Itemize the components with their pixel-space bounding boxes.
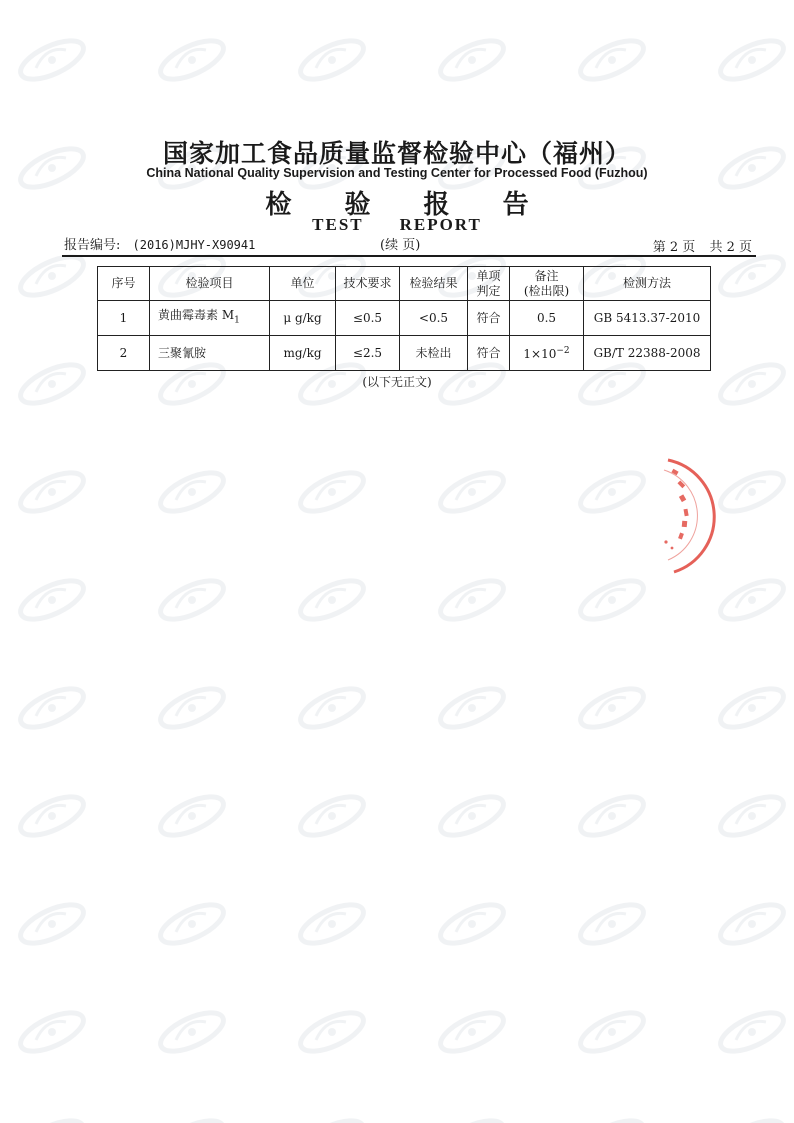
- page-indicator: [653, 236, 752, 255]
- table-row: [98, 336, 711, 371]
- cell-requirement: ≤2.5: [336, 336, 400, 371]
- table-row: [98, 301, 711, 336]
- cell-judgment: 符合: [468, 336, 510, 371]
- col-judgment-line1: 单项: [476, 268, 501, 283]
- cell-remark: 0.5: [510, 301, 584, 336]
- results-table: [97, 266, 711, 371]
- cell-item-subscript: 1: [234, 315, 240, 326]
- report-number-label: 报告编号:: [64, 238, 121, 253]
- cell-remark: [510, 336, 584, 371]
- col-remark-line1: 备注: [534, 268, 559, 283]
- cell-seq: 2: [98, 336, 150, 371]
- end-of-text-note: (以下无正文): [362, 375, 432, 389]
- header-divider: [62, 255, 756, 257]
- col-requirement: 技术要求: [336, 267, 400, 301]
- cell-method: GB/T 22388-2008: [584, 336, 711, 371]
- cell-method: GB 5413.37-2010: [584, 301, 711, 336]
- col-result: 检验结果: [400, 267, 468, 301]
- cell-requirement: ≤0.5: [336, 301, 400, 336]
- report-number: [64, 234, 255, 253]
- official-seal-stamp: [628, 456, 718, 576]
- cell-unit: μ g/kg: [270, 301, 336, 336]
- cell-seq: 1: [98, 301, 150, 336]
- cell-item: [150, 336, 270, 371]
- cell-remark-base: 1×10: [523, 347, 557, 361]
- col-judgment: [468, 267, 510, 301]
- col-seq: 序号: [98, 267, 150, 301]
- cell-judgment: 符合: [468, 301, 510, 336]
- col-item: 检验项目: [150, 267, 270, 301]
- table-header-row: [98, 267, 711, 301]
- report-number-value: (2016)MJHY-X90941: [132, 238, 256, 252]
- report-title-en: TEST REPORT: [312, 215, 482, 234]
- org-title-en: China National Quality Supervision and Testing Center for Processed Food (Fuzhou): [146, 166, 648, 180]
- cell-result: 未检出: [400, 336, 468, 371]
- page-total: 共 2 页: [709, 240, 752, 255]
- col-unit: 单位: [270, 267, 336, 301]
- cell-item-text: 三聚氰胺: [158, 345, 207, 360]
- col-remark: [510, 267, 584, 301]
- col-remark-line2: (检出限): [523, 283, 570, 298]
- cell-item: [150, 301, 270, 336]
- cell-result: <0.5: [400, 301, 468, 336]
- cell-remark-exponent: −2: [556, 346, 570, 356]
- cell-unit: mg/kg: [270, 336, 336, 371]
- col-judgment-line2: 判定: [476, 283, 501, 298]
- col-method: 检测方法: [584, 267, 711, 301]
- page-current: 第 2 页: [652, 240, 696, 255]
- cell-item-text: 黄曲霉毒素 M: [158, 307, 235, 322]
- report-title-cn: 检 验 报 告: [265, 190, 551, 220]
- continued-page-label: (续 页): [380, 238, 421, 253]
- org-title-cn: 国家加工食品质量监督检验中心（福州）: [162, 139, 631, 168]
